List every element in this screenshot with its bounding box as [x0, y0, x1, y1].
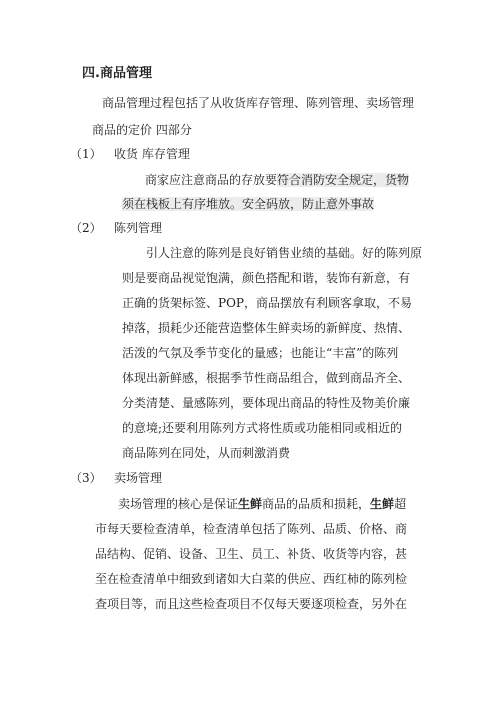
section-heading: [82, 66, 152, 82]
item2-body-line-3: 正确的货架标签、POP，商品摆放有利顾客拿取，不易: [122, 296, 412, 310]
intro-line-1: 商品管理过程包括了从收货库存管理、陈列管理、卖场管理: [102, 96, 415, 110]
item1-body-line-2: [122, 196, 374, 212]
item2-body-line-6: 体现出新鲜感，根据季节性商品组合，做到商品齐全、: [122, 371, 411, 385]
item2-body-line-9: 商品陈列在同处，从而刺激消费: [122, 446, 291, 460]
item1-title: 收货 库存管理: [114, 147, 190, 161]
item1-heading: [70, 146, 190, 162]
item3-body-line-1: [118, 496, 406, 512]
item1-number: （1）: [70, 147, 102, 161]
item3-text-a: 卖场管理的核心是保证: [118, 497, 239, 511]
item3-number: （3）: [70, 471, 102, 485]
item1-highlighted-text: 符合消防安全规定，货物: [277, 173, 410, 187]
section-title: 商品管理: [99, 66, 152, 81]
item1-highlighted-text-2: 须在栈板上有序堆放。安全码放，防止意外事故: [122, 197, 375, 211]
item1-body-line-1: [145, 172, 409, 188]
item2-body-line-5: 活泼的气氛及季节变化的量感；也能让“丰富”的陈列: [122, 346, 399, 360]
item2-number: （2）: [70, 221, 102, 235]
section-number: 四.: [82, 66, 100, 81]
item3-heading: [70, 470, 162, 486]
item3-bold-term-2: 生鲜: [370, 497, 395, 511]
intro-line-2: 商品的定价 四部分: [92, 123, 192, 137]
item3-body-line-4: 至在检查清单中细致到诸如大白菜的供应、西红柿的陈列检: [95, 572, 408, 586]
item3-text-e: 超: [394, 497, 407, 511]
item1-body-text: 商家应注意商品的存放要: [145, 173, 278, 187]
item3-body-line-5: 查项目等，而且这些检查项目不仅每天要逐项检查，另外在: [95, 597, 408, 611]
item2-body-line-4: 掉落，损耗少还能营造整体生鲜卖场的新鲜度、热情、: [122, 321, 411, 335]
item3-bold-term-1: 生鲜: [238, 497, 263, 511]
item2-body-line-1: 引人注意的陈列是良好销售业绩的基础。好的陈列原: [146, 246, 423, 260]
item2-body-line-8: 的意境;还要利用陈列方式将性质或功能相同或相近的: [122, 421, 403, 435]
item3-body-line-2: 市每天要检查清单，检查清单包括了陈列、品质、价格、商: [95, 522, 408, 536]
item3-text-c: 商品的品质和损耗，: [262, 497, 371, 511]
item3-title: 卖场管理: [114, 471, 163, 485]
item2-body-line-7: 分类清楚、量感陈列，要体现出商品的特性及物美价廉: [122, 396, 411, 410]
item2-title: 陈列管理: [114, 221, 163, 235]
item3-body-line-3: 品结构、促销、设备、卫生、员工、补货、收货等内容，甚: [95, 547, 408, 561]
item2-heading: [70, 220, 162, 236]
item2-body-line-2: 则是要商品视觉饱满，颜色搭配和谐，装饰有新意，有: [122, 271, 411, 285]
